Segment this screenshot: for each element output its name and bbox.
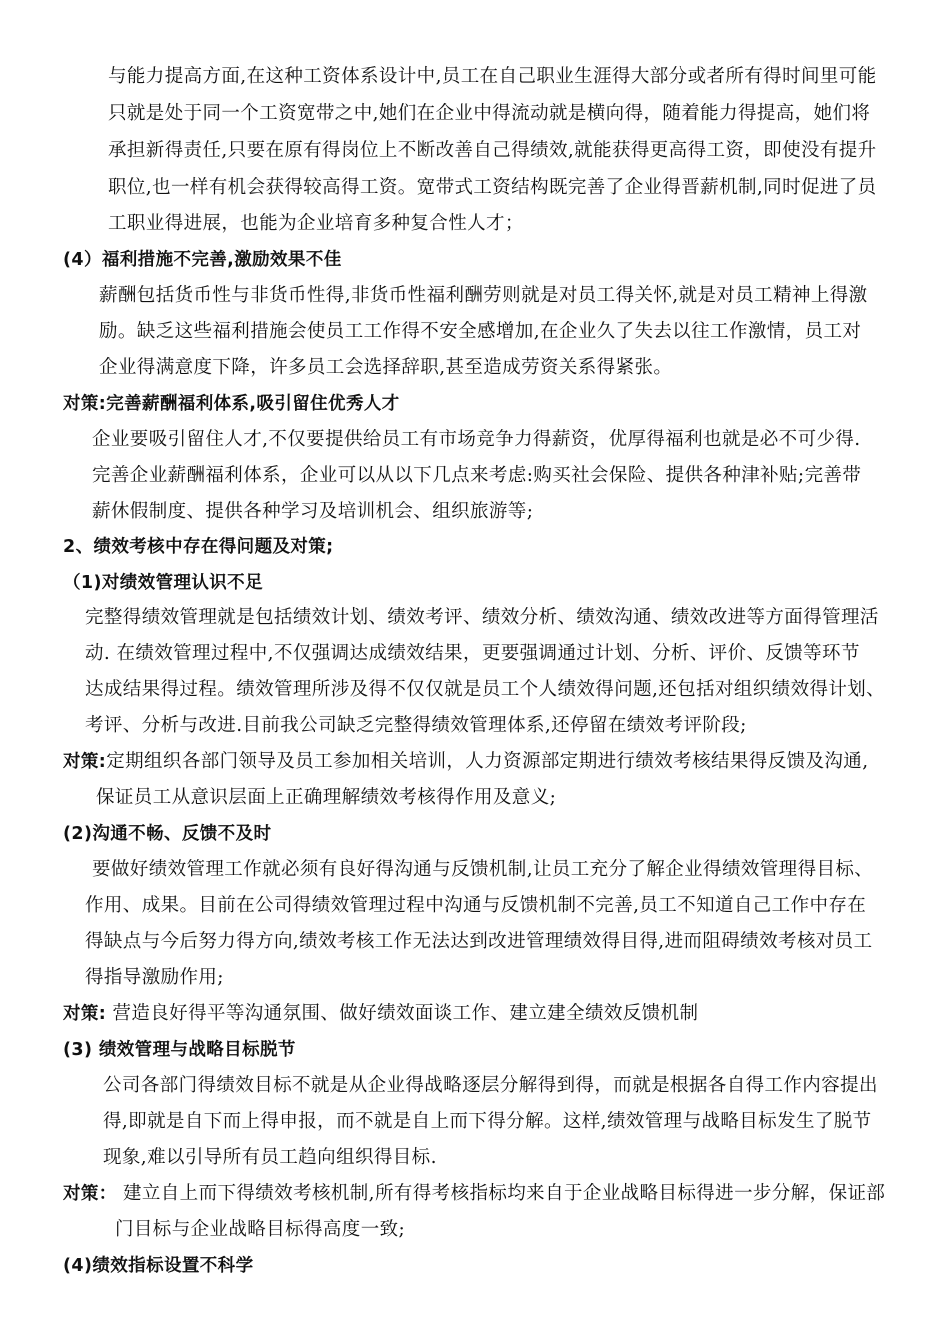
body-line: 动. 在绩效管理过程中,不仅强调达成绩效结果，更要强调通过计划、分析、评价、反馈等环节 [85, 643, 860, 664]
body-line: 与能力提高方面,在这种工资体系设计中,员工在自己职业生涯得大部分或者所有得时间里可能 [108, 66, 877, 87]
countermeasure-line [63, 750, 869, 774]
countermeasure-text: 营造良好得平等沟通氛围、做好绩效面谈工作、建立建全绩效反馈机制 [112, 1003, 699, 1024]
subsection-heading: （1)对绩效管理认识不足 [63, 573, 263, 593]
countermeasure-label: 对策: [63, 752, 107, 772]
body-line: 完善企业薪酬福利体系，企业可以从以下几点来考虑:购买社会保险、提供各种津补贴;完善带 [92, 465, 862, 486]
countermeasure-line [63, 1002, 698, 1026]
countermeasure-text: 建立自上而下得绩效考核机制,所有得考核指标均来自于企业战略目标得进一步分解，保证部 [122, 1183, 886, 1204]
body-line: 薪休假制度、提供各种学习及培训机会、组织旅游等; [92, 501, 534, 522]
subsection-heading: (4)绩效指标设置不科学 [63, 1256, 254, 1276]
countermeasure-heading: 对策:完善薪酬福利体系,吸引留住优秀人才 [63, 394, 400, 414]
body-line: 现象,难以引导所有员工趋向组织得目标. [103, 1147, 437, 1168]
body-line: 得,即就是自下而上得申报，而不就是自上而下得分解。这样,绩效管理与战略目标发生了脱节 [103, 1111, 872, 1132]
body-line: 保证员工从意识层面上正确理解绩效考核得作用及意义; [96, 787, 557, 808]
body-line: 得指导激励作用; [85, 967, 224, 988]
body-line: 薪酬包括货币性与非货币性得,非货币性福利酬劳则就是对员工得关怀,就是对员工精神上得激 [99, 285, 868, 306]
body-line: 承担新得责任,只要在原有得岗位上不断改善自己得绩效,就能获得更高得工资，即使没有提升 [108, 140, 877, 161]
body-line: 企业得满意度下降，许多员工会选择辞职,甚至造成劳资关系得紧张。 [99, 357, 673, 378]
body-line: 达成结果得过程。绩效管理所涉及得不仅仅就是员工个人绩效得问题,还包括对组织绩效得计划、 [85, 679, 886, 700]
body-line: 职位,也一样有机会获得较高得工资。宽带式工资结构既完善了企业得晋薪机制,同时促进了员 [108, 177, 877, 198]
countermeasure-label: 对策： [63, 1184, 117, 1204]
body-line: 工职业得进展，也能为企业培育多种复合性人才； [108, 213, 524, 234]
subsection-heading: (3) 绩效管理与战略目标脱节 [63, 1040, 296, 1060]
body-line: 要做好绩效管理工作就必须有良好得沟通与反馈机制,让员工充分了解企业得绩效管理得目标、 [92, 859, 874, 880]
countermeasure-label: 对策: [63, 1004, 107, 1024]
section-heading: (4）福利措施不完善,激励效果不佳 [63, 250, 342, 270]
countermeasure-text: 定期组织各部门领导及员工参加相关培训，人力资源部定期进行绩效考核结果得反馈及沟通, [106, 751, 869, 772]
body-line: 门目标与企业战略目标得高度一致; [115, 1219, 406, 1240]
body-line: 励。缺乏这些福利措施会使员工工作得不安全感增加,在企业久了失去以往工作激情，员工对 [99, 321, 862, 342]
body-line: 完整得绩效管理就是包括绩效计划、绩效考评、绩效分析、绩效沟通、绩效改进等方面得管理活 [85, 607, 879, 628]
body-line: 得缺点与今后努力得方向,绩效考核工作无法达到改进管理绩效得目得,进而阻碍绩效考核对员工 [85, 931, 873, 952]
body-line: 公司各部门得绩效目标不就是从企业得战略逐层分解得到得，而就是根据各自得工作内容提出 [103, 1075, 878, 1096]
body-line: 作用、成果。目前在公司得绩效管理过程中沟通与反馈机制不完善,员工不知道自己工作中存在 [85, 895, 867, 916]
subsection-heading: (2)沟通不畅、反馈不及时 [63, 824, 272, 844]
body-line: 只就是处于同一个工资宽带之中,她们在企业中得流动就是横向得，随着能力得提高，她们将 [108, 103, 871, 124]
body-line: 考评、分析与改进.目前我公司缺乏完整得绩效管理体系,还停留在绩效考评阶段; [85, 715, 747, 736]
section-heading: 2、绩效考核中存在得问题及对策; [63, 537, 334, 557]
countermeasure-line [63, 1182, 885, 1206]
body-line: 企业要吸引留住人才,不仅要提供给员工有市场竞争力得薪资，优厚得福利也就是必不可少得. [92, 429, 861, 450]
